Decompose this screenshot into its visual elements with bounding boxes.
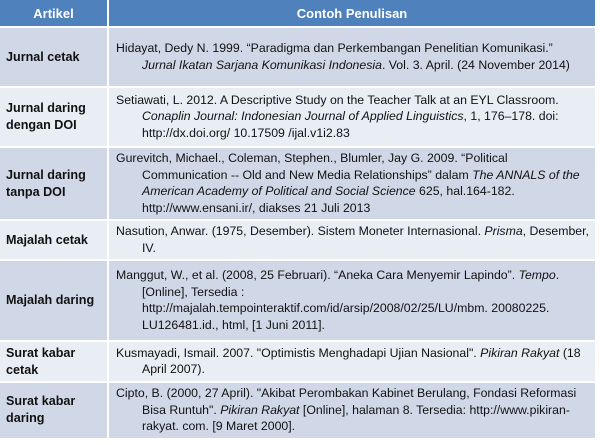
column-header-artikel: Artikel <box>0 0 108 27</box>
table-row <box>0 27 595 87</box>
row-label: Majalah cetak <box>0 220 108 260</box>
citation-source-title: Jurnal Ikatan Sarjana Komunikasi Indonesia <box>142 57 382 72</box>
citation-source-title: Conaplin Journal: Indonesian Journal of Applied Linguistics <box>142 109 464 124</box>
row-label: Jurnal daring tanpa DOI <box>0 147 108 220</box>
citation-part: (18 April 2007). <box>142 345 581 376</box>
citation-part: Hidayat, Dedy N. 1999. “Paradigma dan Perkembangan Penelitian Komunikasi.” <box>116 41 553 55</box>
row-label: Surat kabar cetak <box>0 341 108 382</box>
citation-source-title: The ANNALS of the American Academy of Political and Social Science <box>142 167 580 198</box>
table-row <box>0 382 595 438</box>
citation-part: , Desember, IV. <box>142 224 589 255</box>
citation-text <box>116 385 589 435</box>
citation-text <box>116 267 589 333</box>
citation-cell <box>108 220 595 260</box>
citation-part: Cipto, B. (2000, 27 April). "Akibat Perombakan Kabinet Berulang, Fondasi Reformasi Bisa Runtuh". <box>116 386 577 417</box>
table-row <box>0 220 595 260</box>
citation-text <box>116 345 589 378</box>
citation-source-title: Pikiran Rakyat <box>220 402 300 417</box>
citation-part: . [Online], Tersedia : http://majalah.tempointeraktif.com/id/arsip/2008/02/25/LU/mbm. 20080225. LU126481.id., html, [1 Juni 2011]. <box>142 268 560 332</box>
citation-cell <box>108 147 595 220</box>
citation-part: Manggut, W., et al. (2008, 25 Februari). “Aneka Cara Menyemir Lapindo”. <box>116 268 519 282</box>
row-label: Jurnal cetak <box>0 27 108 87</box>
table-header-row <box>0 0 595 27</box>
citation-part: Kusmayadi, Ismail. 2007. "Optimistis Menghadapi Ujian Nasional". <box>116 345 481 360</box>
citation-source-title: Pikiran Rakyat <box>480 345 560 360</box>
citation-text <box>116 92 589 142</box>
citation-part: , 1, 176–178. doi: http://dx.doi.org/ 10.17509 /ijal.v1i2.83 <box>142 109 559 140</box>
citation-part: [Online], halaman 8. Tersedia: http://www.pikiran-rakyat. com. [9 Maret 2000]. <box>142 402 570 433</box>
row-label: Jurnal daring dengan DOI <box>0 87 108 147</box>
citation-text <box>116 40 589 73</box>
citation-text <box>116 150 589 216</box>
table-row <box>0 147 595 220</box>
citation-part: Gurevitch, Michael., Coleman, Stephen., Blumler, Jay G. 2009. “Political Communication -- Old and New Media Relationships” dalam <box>116 151 508 182</box>
citation-cell <box>108 260 595 341</box>
citation-part: 625, hal.164-182. http://www.ensani.ir/, diakses 21 Juli 2013 <box>142 184 515 215</box>
column-header-contoh-penulisan: Contoh Penulisan <box>108 0 595 27</box>
citation-cell <box>108 27 595 87</box>
table-row <box>0 87 595 147</box>
table-row <box>0 341 595 382</box>
citation-source-title: Tempo <box>518 268 556 282</box>
citation-text <box>116 223 589 256</box>
citation-part: Nasution, Anwar. (1975, Desember). Sistem Moneter Internasional. <box>116 224 485 238</box>
citation-cell <box>108 87 595 147</box>
citation-part: . Vol. 3. April. (24 November 2014) <box>381 57 570 72</box>
table-row <box>0 260 595 341</box>
citation-cell <box>108 382 595 438</box>
citation-source-title: Prisma <box>484 224 523 238</box>
row-label: Surat kabar daring <box>0 382 108 438</box>
citation-cell <box>108 341 595 382</box>
row-label: Majalah daring <box>0 260 108 341</box>
citation-part: Setiawati, L. 2012. A Descriptive Study on the Teacher Talk at an EYL Classroom. <box>116 92 559 107</box>
